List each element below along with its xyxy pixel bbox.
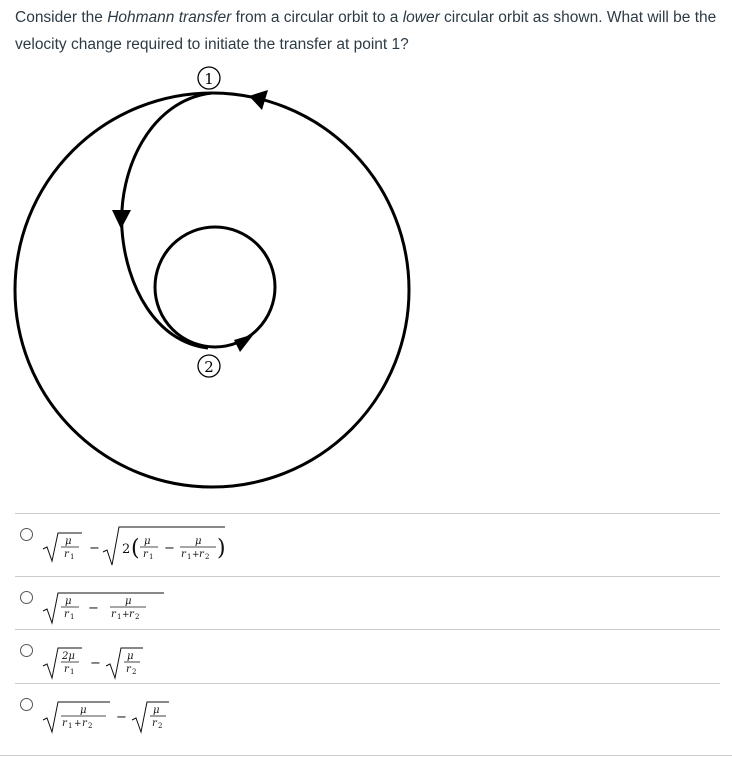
mu: μ xyxy=(125,596,132,607)
question-part: circular orbit as shown. What will be the velocity change required to initiate the transfer at point 1? xyxy=(15,9,717,53)
minus: − xyxy=(164,541,175,556)
question-emphasis: lower xyxy=(402,9,440,26)
minus: − xyxy=(90,656,101,671)
inner-orbit xyxy=(155,227,275,347)
hohmann-diagram xyxy=(0,60,732,500)
answer-option-c[interactable] xyxy=(15,629,720,684)
r: r xyxy=(62,718,67,729)
sub: 2 xyxy=(132,668,137,676)
two: 2 xyxy=(122,542,131,557)
r: r xyxy=(111,609,116,620)
formula-c xyxy=(40,638,180,683)
sub: 1 xyxy=(70,613,75,621)
radio-button[interactable] xyxy=(20,591,33,604)
r: r xyxy=(126,664,131,675)
formula-b xyxy=(40,583,200,628)
r: r xyxy=(181,549,186,560)
sub: 2 xyxy=(205,553,210,561)
svg-text:(: ( xyxy=(131,536,140,561)
answer-option-b[interactable] xyxy=(15,576,720,630)
sub: 1 xyxy=(70,553,75,561)
mu: μ xyxy=(127,651,134,662)
r: r xyxy=(64,549,69,560)
transfer-arrow xyxy=(112,210,131,229)
answer-option-a[interactable] xyxy=(15,513,720,577)
svg-text:): ) xyxy=(217,536,226,561)
radio-button[interactable] xyxy=(20,528,33,541)
radio-button[interactable] xyxy=(20,698,33,711)
question-part: from a circular orbit to a xyxy=(231,9,403,26)
question-emphasis: Hohmann transfer xyxy=(107,9,232,26)
mu: μ xyxy=(144,536,151,547)
point2-label: 2 xyxy=(204,358,214,376)
minus: − xyxy=(89,541,100,556)
r: r xyxy=(199,549,204,560)
radio-button[interactable] xyxy=(20,644,33,657)
sub: 2 xyxy=(88,722,93,730)
two-mu: 2μ xyxy=(62,651,75,662)
mu: μ xyxy=(65,596,72,607)
answer-option-d[interactable] xyxy=(15,683,720,756)
plus: + xyxy=(192,550,200,560)
point1-label: 1 xyxy=(204,70,214,88)
mu: μ xyxy=(195,536,202,547)
r: r xyxy=(82,718,87,729)
plus: + xyxy=(74,719,82,729)
minus: − xyxy=(116,710,127,725)
formula-a xyxy=(40,519,260,569)
sub: 1 xyxy=(187,553,192,561)
r: r xyxy=(64,609,69,620)
inner-orbit-arrow xyxy=(234,334,254,352)
sub: 1 xyxy=(68,722,73,730)
question-text xyxy=(15,4,720,58)
mu: μ xyxy=(65,536,72,547)
sub: 1 xyxy=(70,668,75,676)
minus: − xyxy=(88,601,99,616)
plus: + xyxy=(122,610,130,620)
sub: 1 xyxy=(117,613,122,621)
question-part: Consider the xyxy=(15,9,108,26)
mu: μ xyxy=(80,705,87,716)
outer-orbit xyxy=(15,93,409,487)
sub: 2 xyxy=(135,613,140,621)
r: r xyxy=(129,609,134,620)
sub: 2 xyxy=(158,722,163,730)
sub: 1 xyxy=(149,553,154,561)
transfer-path xyxy=(122,93,212,348)
r: r xyxy=(64,664,69,675)
formula-d xyxy=(40,692,190,737)
r: r xyxy=(143,549,148,560)
bottom-divider xyxy=(0,755,732,756)
mu: μ xyxy=(153,705,160,716)
r: r xyxy=(152,718,157,729)
